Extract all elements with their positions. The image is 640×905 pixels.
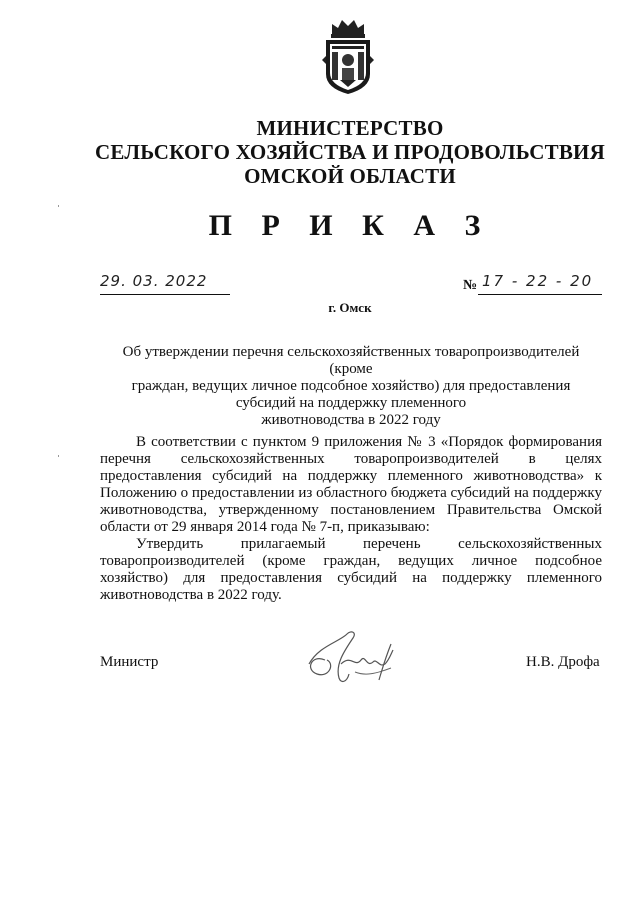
scan-speck xyxy=(58,455,59,457)
subject-line-3: субсидий на поддержку племенного xyxy=(235,395,467,411)
subject-line-1: Об утверждении перечня сельскохозяйственных товаропроизводителей (кроме xyxy=(122,344,580,377)
order-body xyxy=(100,434,602,604)
order-number: 17 - 22 - 20 xyxy=(482,272,594,290)
order-date: 29. 03. 2022 xyxy=(100,272,208,290)
ministry-line-3: ОМСКОЙ ОБЛАСТИ xyxy=(244,164,456,188)
body-paragraph-2: Утвердить прилагаемый перечень сельскохозяйственных товаропроизводителей (кроме граждан, ведущих личное подсобное хозяйство) для предоставления субсидий на поддержку племенного животноводства в 2022 году. xyxy=(100,536,602,603)
ministry-name xyxy=(60,116,640,188)
handwritten-signature-icon xyxy=(295,624,405,688)
order-subject xyxy=(100,344,602,429)
subject-line-4: животноводства в 2022 году xyxy=(261,412,441,428)
ministry-line-2: СЕЛЬСКОГО ХОЗЯЙСТВА И ПРОДОВОЛЬСТВИЯ xyxy=(95,140,605,164)
scan-speck xyxy=(58,205,59,207)
document-type-title: П Р И К А З xyxy=(208,209,492,242)
ministry-line-1: МИНИСТЕРСТВО xyxy=(256,116,444,140)
number-sign: № xyxy=(463,278,478,293)
signer-position: Министр xyxy=(100,654,159,670)
signer-name: Н.В. Дрофа xyxy=(526,654,600,670)
subject-line-2: граждан, ведущих личное подсобное хозяйство) для предоставления xyxy=(131,378,571,394)
city-name: г. Омск xyxy=(328,300,372,315)
omsk-coat-of-arms-icon xyxy=(318,16,378,96)
body-paragraph-1: В соответствии с пунктом 9 приложения № 3 «Порядок формирования перечня сельскохозяйственных товаропроизводителей в целях предоставления субсидий на поддержку племенного животноводства» к Положению о предоставлении из областного бюджета субсидий на поддержку животноводства, утвержденному постановлением Правительства Омской области от 29 января 2014 года № 7-п, приказываю: xyxy=(100,434,602,535)
